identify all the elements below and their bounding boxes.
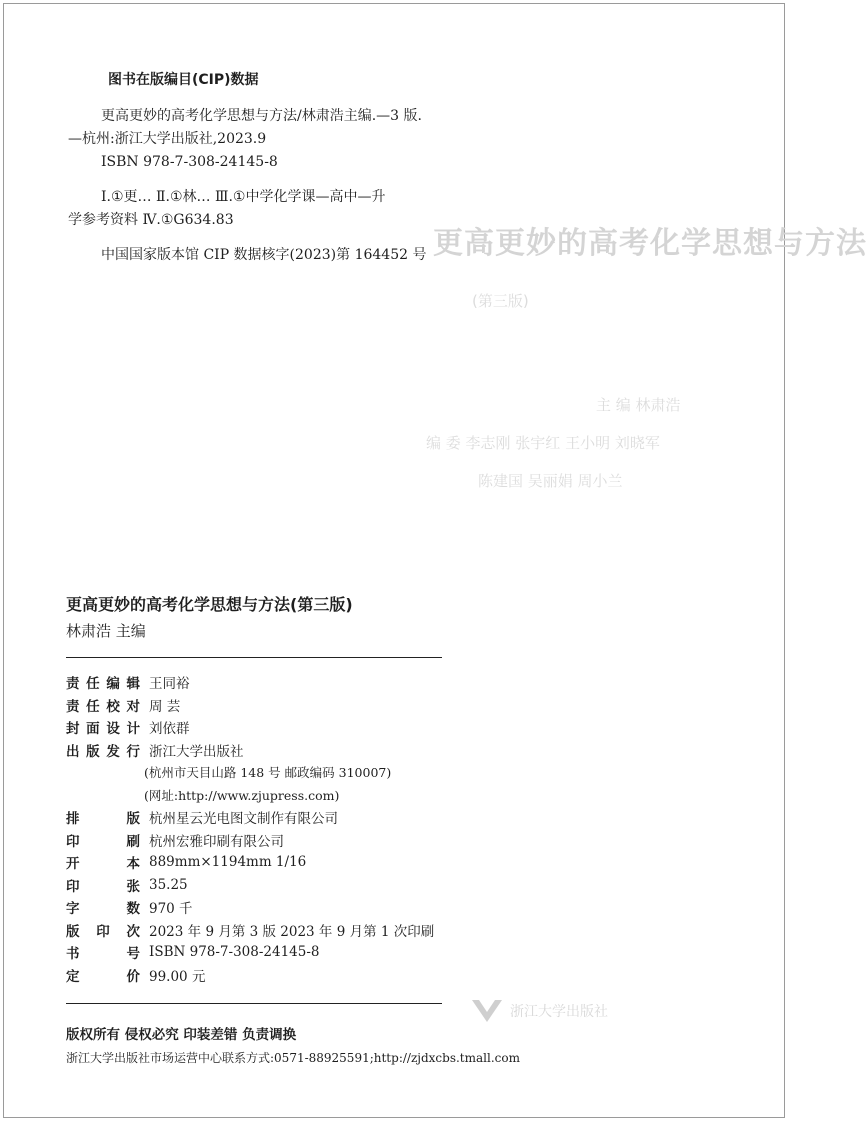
credit-value: 970 千 [149,901,193,918]
credit-label-char: 印 [66,878,80,895]
show-through-publisher: 浙江大学出版社 [510,1004,608,1020]
credit-label-char: 排 [66,811,80,828]
credit-label [66,695,140,715]
divider [66,1003,442,1004]
credit-row [66,694,434,717]
credit-row [66,941,434,964]
show-through-edition: (第三版) [472,292,529,310]
copyright-notice: 版权所有 侵权必究 印装差错 负责调换 [66,1027,297,1043]
credit-value: 杭州星云光电图文制作有限公司 [149,811,338,828]
cip-heading: 图书在版编目(CIP)数据 [108,72,259,88]
cip-subject-line: 学参考资料 Ⅳ.①G634.83 [68,212,234,228]
credit-label-char: 设 [106,721,120,738]
credit-row [66,851,434,874]
credit-row [66,716,434,739]
credit-label-char: 任 [86,676,100,693]
credit-label-char: 责 [66,698,80,715]
show-through-committee: 编 委 李志刚 张宇红 王小明 刘晓军 [426,434,660,452]
credit-label-char: 次 [126,923,140,940]
credit-label-char: 价 [126,968,140,985]
credit-label [66,740,140,760]
credit-label-char: 刷 [126,833,140,850]
credit-label-char: 面 [86,721,100,738]
book-author: 林肃浩 主编 [66,622,146,640]
credit-label-char: 定 [66,968,80,985]
credit-label-char: 号 [126,946,140,963]
cip-subject-line: Ⅰ.①更… Ⅱ.①林… Ⅲ.①中学化学课—高中—升 [101,189,386,205]
credit-label [66,942,140,962]
show-through-title: 更高更妙的高考化学思想与方法 [433,226,867,261]
credit-label-char: 张 [126,878,140,895]
book-title: 更高更妙的高考化学思想与方法(第三版) [66,595,353,614]
credit-label-char: 辑 [126,676,140,693]
credit-label [66,672,140,692]
credit-label [66,717,140,737]
show-through-editor: 主 编 林肃浩 [596,396,681,414]
credit-label [66,897,140,917]
show-through-committee-2: 陈建国 吴丽娟 周小兰 [478,472,623,490]
credit-label [66,807,140,827]
credit-label [66,920,140,940]
credit-label-char: 版 [126,811,140,828]
credit-value: 周 芸 [149,698,181,715]
credit-label-char: 本 [126,856,140,873]
credit-label-char: 编 [106,676,120,693]
credit-label [66,852,140,872]
credit-label-char: 版 [66,923,80,940]
credit-value: (网址:http://www.zjupress.com) [144,787,340,803]
cip-isbn: ISBN 978-7-308-24145-8 [101,154,278,170]
credit-row [66,761,434,784]
credit-value: 889mm×1194mm 1/16 [149,854,307,871]
credit-label-char: 字 [66,901,80,918]
credit-label-char: 发 [106,743,120,760]
credit-label-char: 版 [86,743,100,760]
credit-label-char: 数 [126,901,140,918]
credit-label-char: 行 [126,743,140,760]
cip-approval-number: 中国国家版本馆 CIP 数据核字(2023)第 164452 号 [101,247,427,263]
credit-row [66,739,434,762]
credit-value: ISBN 978-7-308-24145-8 [149,944,320,961]
credit-label-char: 封 [66,721,80,738]
credit-value: 王同裕 [149,676,190,693]
credit-label [66,875,140,895]
credit-label-char: 印 [66,833,80,850]
publisher-contact: 浙江大学出版社市场运营中心联系方式:0571-88925591;http://zjdxcbs.tmall.com [66,1051,520,1065]
credit-value: 杭州宏雅印刷有限公司 [149,833,284,850]
credit-value: 2023 年 9 月第 3 版 2023 年 9 月第 1 次印刷 [149,923,435,940]
credit-row [66,964,434,987]
credit-label-char: 计 [126,721,140,738]
credit-value: (杭州市天目山路 148 号 邮政编码 310007) [144,765,392,781]
credit-label-char: 对 [126,698,140,715]
credits-list [66,671,434,986]
credit-row [66,896,434,919]
publisher-logo-icon [470,998,504,1024]
credit-value: 刘依群 [149,721,190,738]
credit-row [66,874,434,897]
cip-entry-line: 更高更妙的高考化学思想与方法/林肃浩主编.—3 版. [101,108,422,124]
credit-value: 浙江大学出版社 [149,743,244,760]
credit-label-char: 开 [66,856,80,873]
credit-value: 99.00 元 [149,968,206,985]
credit-row [66,829,434,852]
credit-label-char: 校 [106,698,120,715]
credit-label-char: 书 [66,946,80,963]
credit-label-char: 出 [66,743,80,760]
credit-label-char: 责 [66,676,80,693]
credit-row [66,784,434,807]
credit-label-char: 任 [86,698,100,715]
credit-label [66,830,140,850]
credit-label [66,965,140,985]
credit-value: 35.25 [149,876,188,893]
credit-row [66,919,434,942]
cip-entry-line: —杭州:浙江大学出版社,2023.9 [68,131,267,147]
credit-label-char: 印 [96,923,110,940]
credit-row [66,806,434,829]
credit-row [66,671,434,694]
divider [66,657,442,658]
